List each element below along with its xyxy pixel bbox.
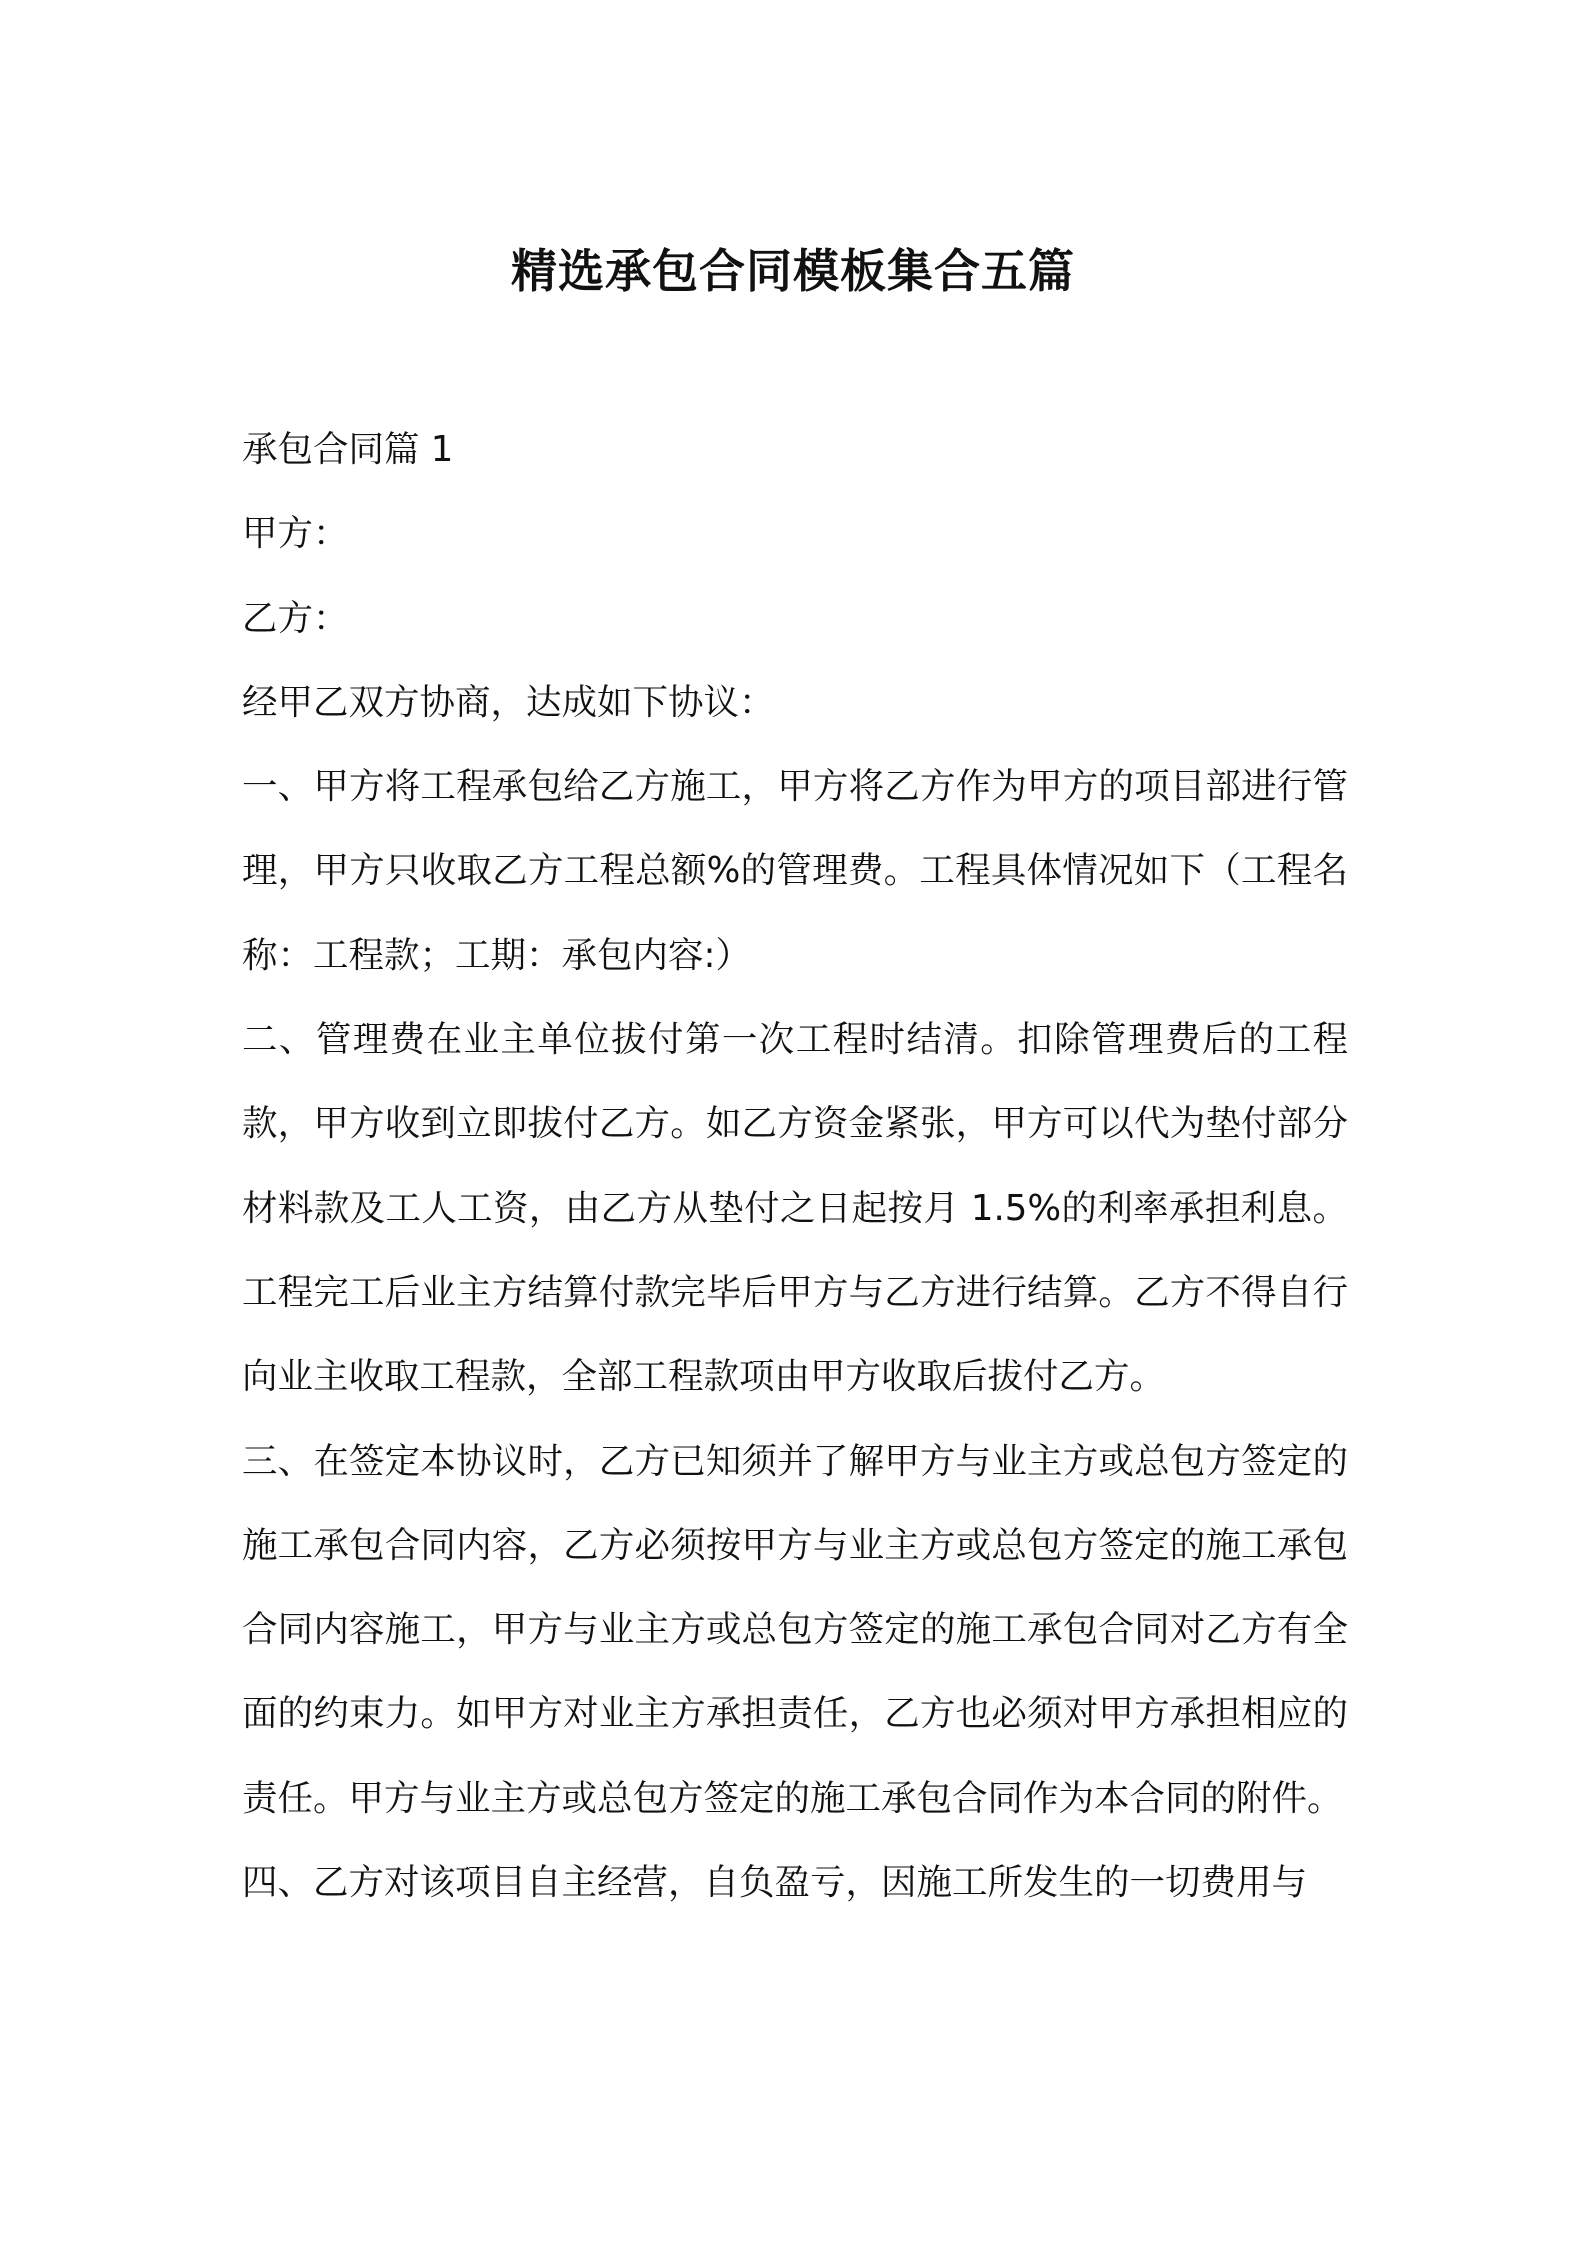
- preamble-paragraph: 经甲乙双方协商，达成如下协议：: [242, 681, 775, 723]
- clause-paragraph-2: 二、管理费在业主单位拔付第一次工程时结清。扣除管理费后的工程款，甲方收到立即拔付乙方。如乙方资金紧张，甲方可以代为垫付部分材料款及工人工资，由乙方从垫付之日起按月 1.5%的利率承担利息。工程完工后业主方结算付款完毕后甲方与乙方进行结算。乙方不得自行向业主收取工程款，全部工程款项由甲方收取后拔付乙方。: [242, 1019, 1348, 1398]
- clause-paragraph-3: 三、在签定本协议时，乙方已知须并了解甲方与业主方或总包方签定的施工承包合同内容，乙方必须按甲方与业主方或总包方签定的施工承包合同内容施工，甲方与业主方或总包方签定的施工承包合同对乙方有全面的约束力。如甲方对业主方承担责任，乙方也必须对甲方承担相应的责任。甲方与业主方或总包方签定的施工承包合同作为本合同的附件。: [242, 1440, 1348, 1819]
- party-b-line: 乙方：: [242, 597, 349, 639]
- clause-paragraph-1: 一、甲方将工程承包给乙方施工，甲方将乙方作为甲方的项目部进行管理，甲方只收取乙方工程总额%的管理费。工程具体情况如下（工程名称：工程款；工期：承包内容:）: [242, 766, 1348, 976]
- clause-paragraph-4: 四、乙方对该项目自主经营，自负盈亏，因施工所发生的一切费用与: [242, 1862, 1308, 1904]
- section-heading: 承包合同篇 1: [242, 429, 454, 470]
- document-body: [242, 408, 1348, 1925]
- document-title: 精选承包合同模板集合五篇: [511, 243, 1075, 298]
- party-a-line: 甲方：: [242, 513, 349, 555]
